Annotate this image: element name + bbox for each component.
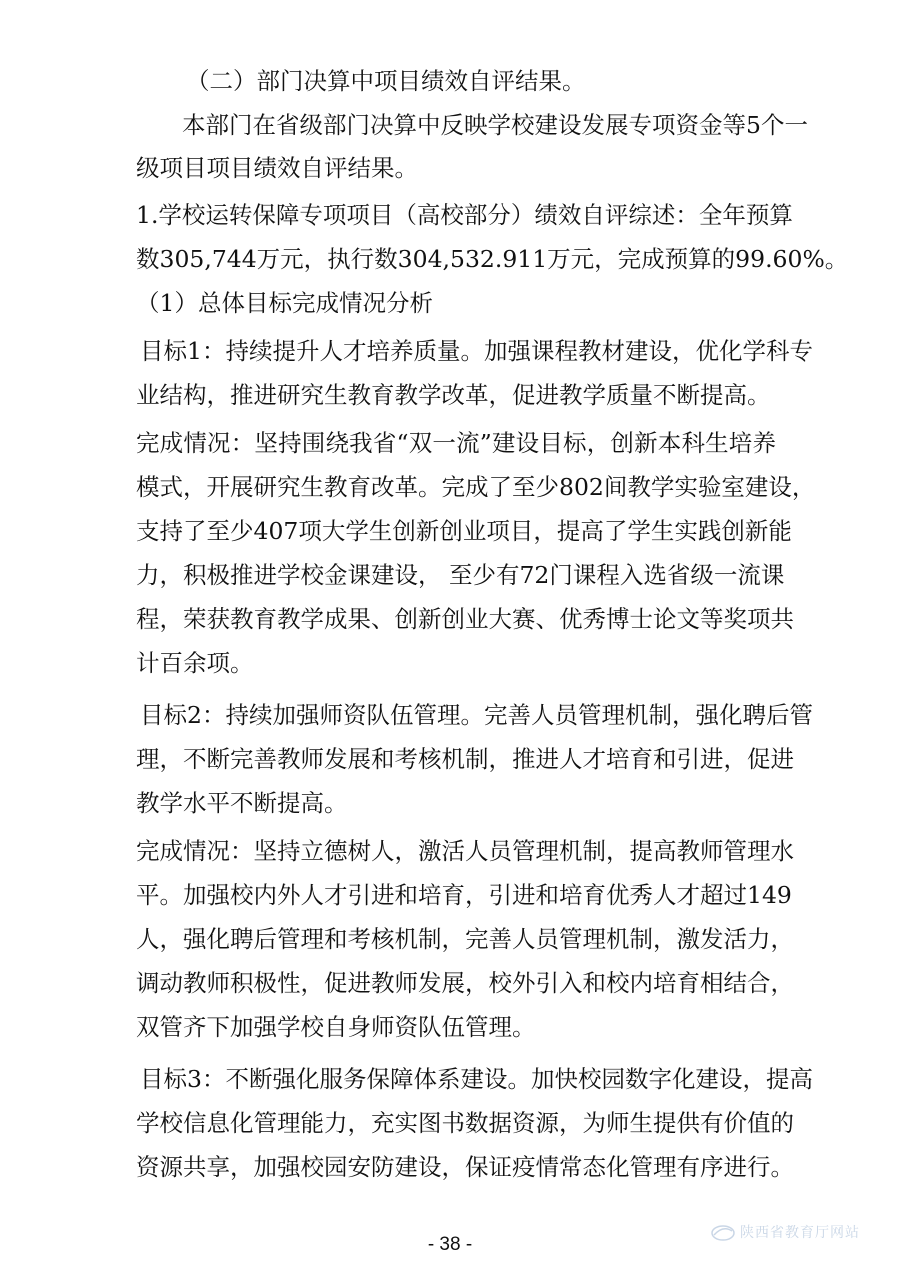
watermark-logo-icon (710, 1223, 736, 1243)
result-line: 力，积极推进学校金课建设， 至少有72门课程入选省级一流课 (136, 561, 785, 589)
result-line: 人，强化聘后管理和考核机制，完善人员管理机制，激发活力， (136, 925, 794, 953)
result-line: 调动教师积极性，促进教师发展，校外引入和校内培育相结合， (136, 969, 794, 997)
page-number: - 38 - (427, 1234, 473, 1255)
goal-line: 业结构，推进研究生教育教学改革，促进教学质量不断提高。 (136, 381, 771, 409)
result-line: 计百余项。 (136, 649, 254, 677)
result-line: 支持了至少407项大学生创新创业项目，提高了学生实践创新能 (136, 517, 792, 545)
goal-line: 学校信息化管理能力，充实图书数据资源，为师生提供有价值的 (136, 1109, 794, 1137)
subsection-heading: （1）总体目标完成情况分析 (136, 289, 433, 317)
watermark (710, 1222, 885, 1248)
goal-line: 理，不断完善教师发展和考核机制，推进人才培育和引进，促进 (136, 745, 794, 773)
result-line: 程，荣获教育教学成果、创新创业大赛、优秀博士论文等奖项共 (136, 605, 794, 633)
paragraph-line: 数305,744万元，执行数304,532.911万元，完成预算的99.60%。 (136, 245, 849, 273)
goal-line: 目标1：持续提升人才培养质量。加强课程教材建设，优化学科专 (140, 337, 813, 365)
paragraph-line: 1.学校运转保障专项项目（高校部分）绩效自评综述：全年预算 (136, 201, 793, 229)
result-line: 平。加强校内外人才引进和培育，引进和培育优秀人才超过149 (136, 881, 792, 909)
result-line: 模式，开展研究生教育改革。完成了至少802间教学实验室建设， (136, 473, 816, 501)
result-line: 完成情况：坚持围绕我省“双一流”建设目标，创新本科生培养 (136, 429, 776, 457)
section-heading: （二）部门决算中项目绩效自评结果。 (186, 67, 586, 95)
goal-line: 资源共享，加强校园安防建设，保证疫情常态化管理有序进行。 (136, 1153, 794, 1181)
watermark-text: 陕西省教育厅网站 (740, 1225, 860, 1241)
paragraph-line: 级项目项目绩效自评结果。 (136, 154, 418, 182)
paragraph-line: 本部门在省级部门决算中反映学校建设发展专项资金等5个一 (182, 111, 808, 139)
goal-line: 教学水平不断提高。 (136, 789, 348, 817)
goal-line: 目标3：不断强化服务保障体系建设。加快校园数字化建设，提高 (140, 1065, 813, 1093)
goal-line: 目标2：持续加强师资队伍管理。完善人员管理机制，强化聘后管 (140, 701, 813, 729)
result-line: 双管齐下加强学校自身师资队伍管理。 (136, 1013, 536, 1041)
result-line: 完成情况：坚持立德树人，激活人员管理机制，提高教师管理水 (136, 837, 794, 865)
